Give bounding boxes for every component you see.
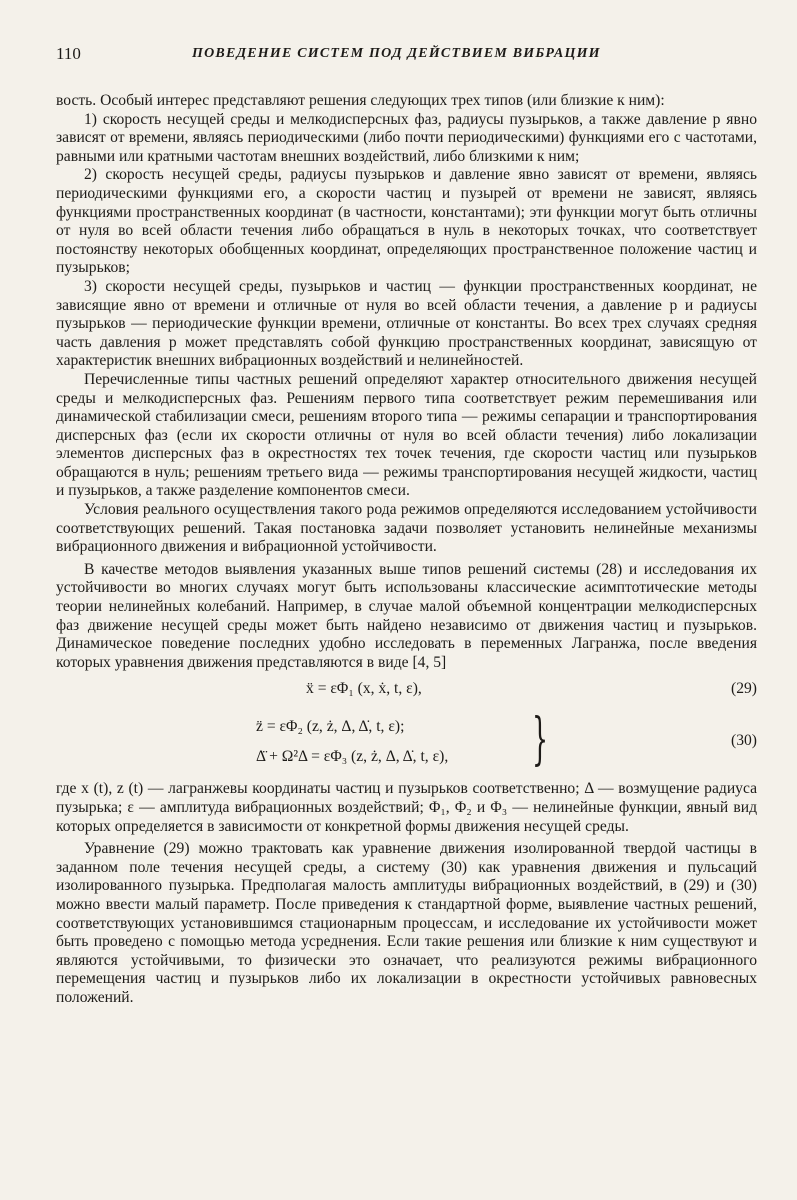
paragraph-item-2: 2) скорость несущей среды, радиусы пузырьков и давление явно зависят от времени, являясь периодическими функциями его, а скорости частиц и пузырей от времени не зависят, являясь функциями пространственных координат (в частности, константами); эти функции могут быть отличны от нуля во всей области течения либо обращаться в нуль в некоторых точках, что соответствует постоянству некоторых обобщенных координат, определяющих пространственное положение частиц и пузырьков;: [56, 166, 757, 277]
paragraph-interpretation: Уравнение (29) можно трактовать как уравнение движения изолированной твердой частицы в заданном поле течения несущей среды, а систему (30) как уравнения движения и пульсаций изолированного пузырька. Предполагая малость амплитуды вибрационных воздействий, в (29) и (30) можно ввести малый параметр. После приведения к стандартной форме, выявление частных решений, соответствующих установившимся стационарным процессам, и исследование их устойчивости может быть проведено с помощью метода усреднения. Если такие решения или близкие к ним существуют и являются устойчивыми, то физически это означает, что реализуются режимы вибрационного перемещения частиц и пузырьков либо их локализации в окрестности устойчивых равновесных положений.: [56, 840, 757, 1006]
equation-29-number: (29): [731, 680, 757, 698]
paragraph-solution-types: Перечисленные типы частных решений определяют характер относительного движения несущей среды и мелкодисперсных фаз. Решениям первого типа соответствует режим перемешивания или динамической стабилизации смеси, решениям второго типа — режимы сепарации и транспортирования дисперсных фаз (если их скорости отличны от нуля во всей области течения) либо локализации элементов дисперсных фаз в окрестностях тех точек течения, где скорости частиц или пузырьков обращаются в нуль; решениям третьего вида — режимы транспортирования несущей жидкости, частиц и пузырьков, а также разделение компонентов смеси.: [56, 370, 757, 500]
paragraph-methods: В качестве методов выявления указанных выше типов решений системы (28) и исследования их устойчивости во многих случаях могут быть использованы классические асимптотические методы теории нелинейных колебаний. Например, в случае малой объемной концентрации мелкодисперсных фаз движение несущей среды может быть найдено независимо от движения частиц и пузырьков. Динамическое поведение последних удобно исследовать в переменных Лагранжа, после введения которых уравнения движения представляются в виде [4, 5]: [56, 560, 757, 671]
paragraph-continuation: вость. Особый интерес представляют решения следующих трех типов (или близкие к ним):: [56, 92, 665, 109]
equation-30-number: (30): [731, 732, 757, 750]
equation-29: [56, 672, 757, 706]
paragraph-item-1: 1) скорость несущей среды и мелкодисперсных фаз, радиусы пузырьков, а также давление p явно зависят от времени, являясь периодическими (либо почти периодическими) функциями его с частотами, равными или кратными частотам внешних воздействий, либо близкими к ним;: [56, 110, 757, 165]
equations-block: [56, 672, 757, 776]
equation-29-formula: ẍ = εΦ₁ (x, ẋ, t, ε),: [306, 680, 422, 698]
equation-30-brace: }: [532, 707, 549, 773]
paragraph-item-3: 3) скорости несущей среды, пузырьков и частиц — функции пространственных координат, не зависящие явно от времени и отличные от нуля во всей области течения, а давление p и радиусы пузырьков — периодические функции времени, отличные от константы. Во всех трех случаях средняя часть давления p может представлять собой функцию пространственных координат, зависящую от характеристик внешних вибрационных воздействий и нелинейностей.: [56, 277, 757, 370]
body-text: [56, 92, 757, 1008]
equation-30-system: [56, 706, 757, 776]
page-number: 110: [56, 44, 81, 63]
running-title: ПОВЕДЕНИЕ СИСТЕМ ПОД ДЕЙСТВИЕМ ВИБРАЦИИ: [192, 46, 601, 61]
paragraph-definitions: где x (t), z (t) — лагранжевы координаты частиц и пузырьков соответственно; Δ — возмущение радиуса пузырька; ε — амплитуда вибрационных воздействий; Φ₁, Φ₂ и Φ₃ — нелинейные функции, явный вид которых определяется в зависимости от конкретной формы движения несущей среды.: [56, 780, 757, 835]
paragraph-stability: Условия реального осуществления такого рода режимов определяются исследованием устойчивости соответствующих решений. Такая постановка задачи позволяет установить нелинейные механизмы вибрационного движения и вибрационной устойчивости.: [56, 501, 757, 556]
equation-30-line-2: Δ̈ + Ω²Δ = εΦ₃ (z, ż, Δ, Δ̇, t, ε),: [256, 748, 449, 766]
equation-30-line-1: z̈ = εΦ₂ (z, ż, Δ, Δ̇, t, ε);: [256, 718, 405, 736]
page-header: [56, 44, 757, 70]
